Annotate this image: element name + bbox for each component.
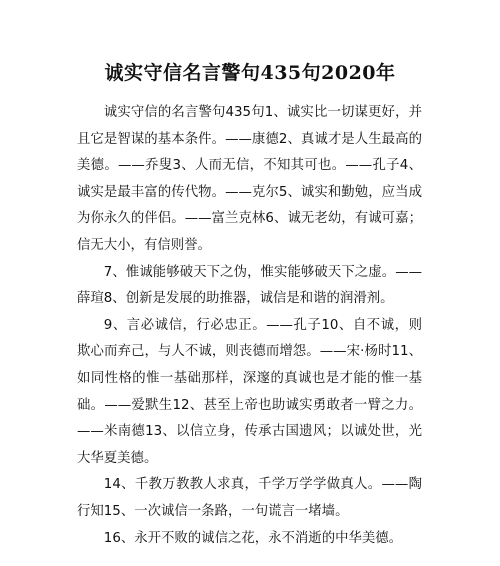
- paragraph-3: 9、言必诚信，行必忠正。——孔子10、自不诚，则欺心而弃己，与人不诚，则丧德而增怨。——宋·杨时11、如同性格的惟一基础那样，深邃的真诚也是才能的惟一基础。——爱默生12、甚至上帝也助诚实勇敢者一臂之力。——米南德13、以信立身，传承古国遗风；以诚处世，光大华夏美德。: [77, 317, 422, 466]
- paragraph-4: 14、千教万教教人求真，千学万学学做真人。——陶行知15、一次诚信一条路，一句谎言一堵墙。: [77, 477, 422, 519]
- paragraph-2: 7、惟诚能够破天下之伪，惟实能够破天下之虚。——薛瑄8、创新是发展的助推器，诚信是和谐的润滑剂。: [77, 264, 422, 307]
- paragraph-5: 16、永开不败的诚信之花，永不消逝的中华美德。: [103, 530, 403, 546]
- document-body: [77, 100, 422, 552]
- paragraph-1: 诚实守信的名言警句435句1、诚实比一切谋更好，并且它是智谋的基本条件。——康德2、真诚才是人生最高的美德。——乔叟3、人而无信，不知其可也。——孔子4、诚实是最丰富的传代物。——克尔5、诚实和勤勉，应当成为你永久的伴侣。——富兰克林6、诚无老幼，有诚可嘉；信无大小，有信则誉。: [77, 105, 422, 253]
- page-title: 诚实守信名言警句435句2020年: [104, 62, 396, 84]
